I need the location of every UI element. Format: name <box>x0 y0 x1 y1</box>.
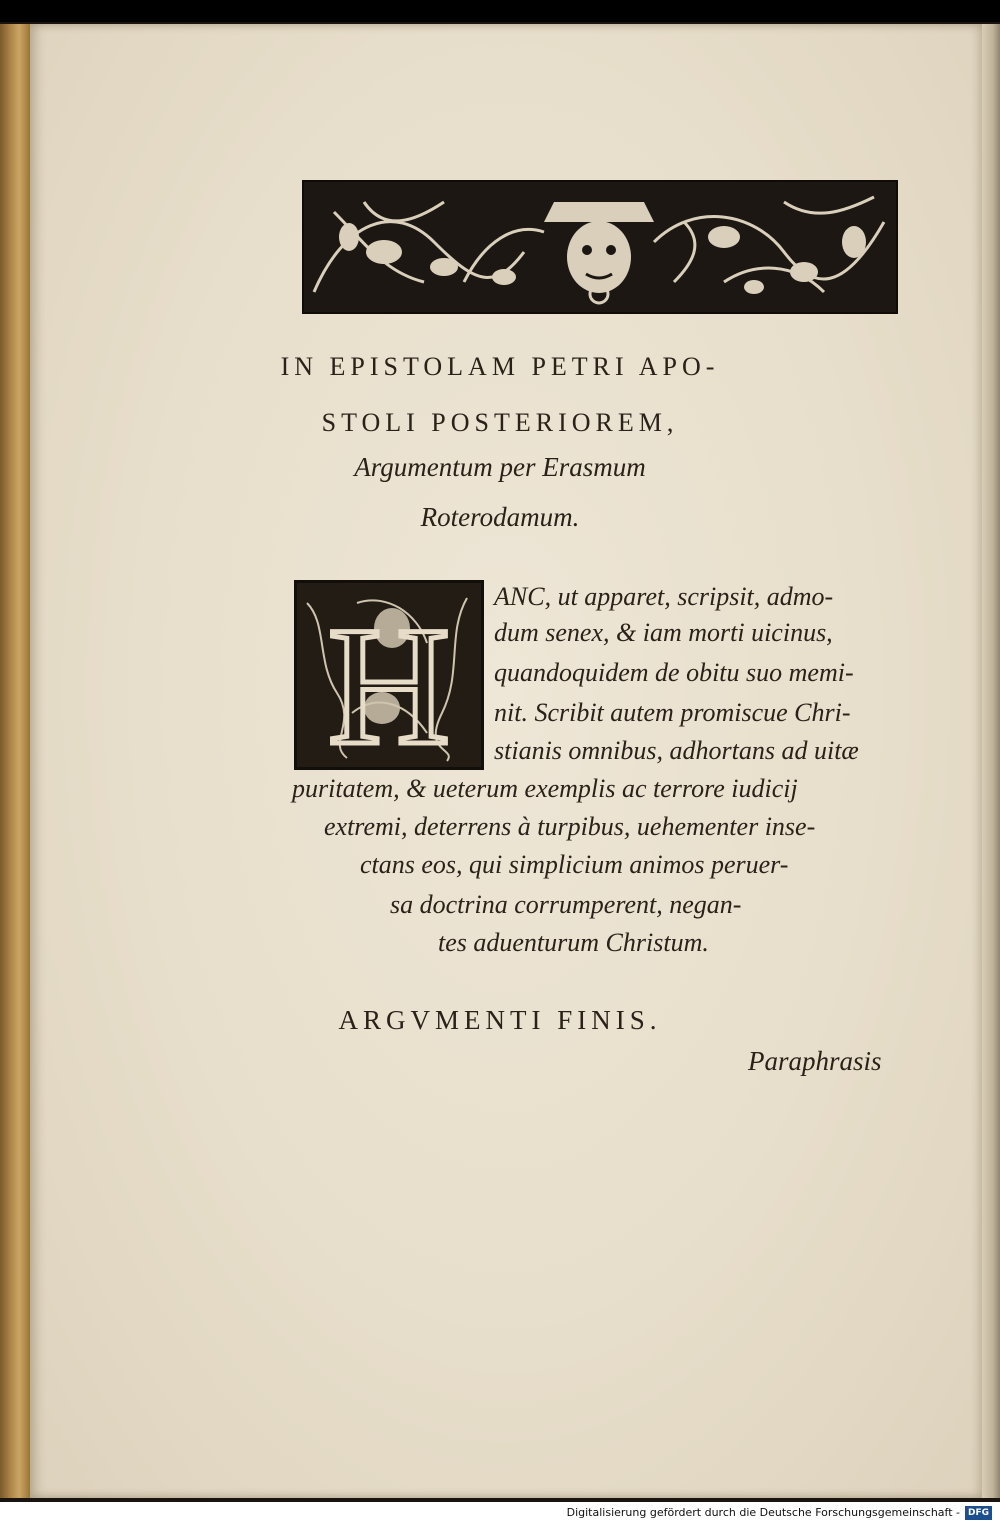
decorated-initial <box>294 580 484 770</box>
title-line-1: IN EPISTOLAM PETRI APO- <box>280 352 720 381</box>
body-line-5: stianis omnibus, adhortans ad uitæ <box>494 736 859 765</box>
body-line-1: ANC, ut apparet, scripsit, admo- <box>494 582 834 611</box>
argument-end-heading: ARGVMENTI FINIS. <box>338 1005 662 1035</box>
book-page-edge <box>0 24 32 1498</box>
page-gutter <box>982 24 1000 1498</box>
digitization-footer <box>0 1502 1000 1524</box>
catchword: Paraphrasis <box>748 1046 882 1076</box>
title-line-2: STOLI POSTERIOREM, <box>321 408 679 437</box>
body-line-6: puritatem, & ueterum exemplis ac terrore iudicij <box>292 774 798 803</box>
body-line-9: sa doctrina corrumperent, negan- <box>390 890 742 919</box>
dfg-logo: DFG <box>965 1506 992 1520</box>
body-line-2: dum senex, & iam morti uicinus, <box>494 618 833 647</box>
body-line-8: ctans eos, qui simplicium animos peruer- <box>360 850 789 879</box>
subtitle-line-1: Argumentum per Erasmum <box>354 452 646 482</box>
body-line-4: nit. Scribit autem promiscue Chri- <box>494 698 851 727</box>
funding-credit: Digitalisierung gefördert durch die Deutsche Forschungsgemeinschaft - <box>566 1506 960 1519</box>
body-line-10: tes aduenturum Christum. <box>438 928 709 957</box>
ornamental-headpiece <box>302 180 898 314</box>
initial-letter: H <box>327 592 451 767</box>
subtitle-line-2: Roterodamum. <box>420 502 580 532</box>
body-line-3: quandoquidem de obitu suo memi- <box>494 658 854 687</box>
body-line-7: extremi, deterrens à turpibus, uehementer inse- <box>324 812 816 841</box>
